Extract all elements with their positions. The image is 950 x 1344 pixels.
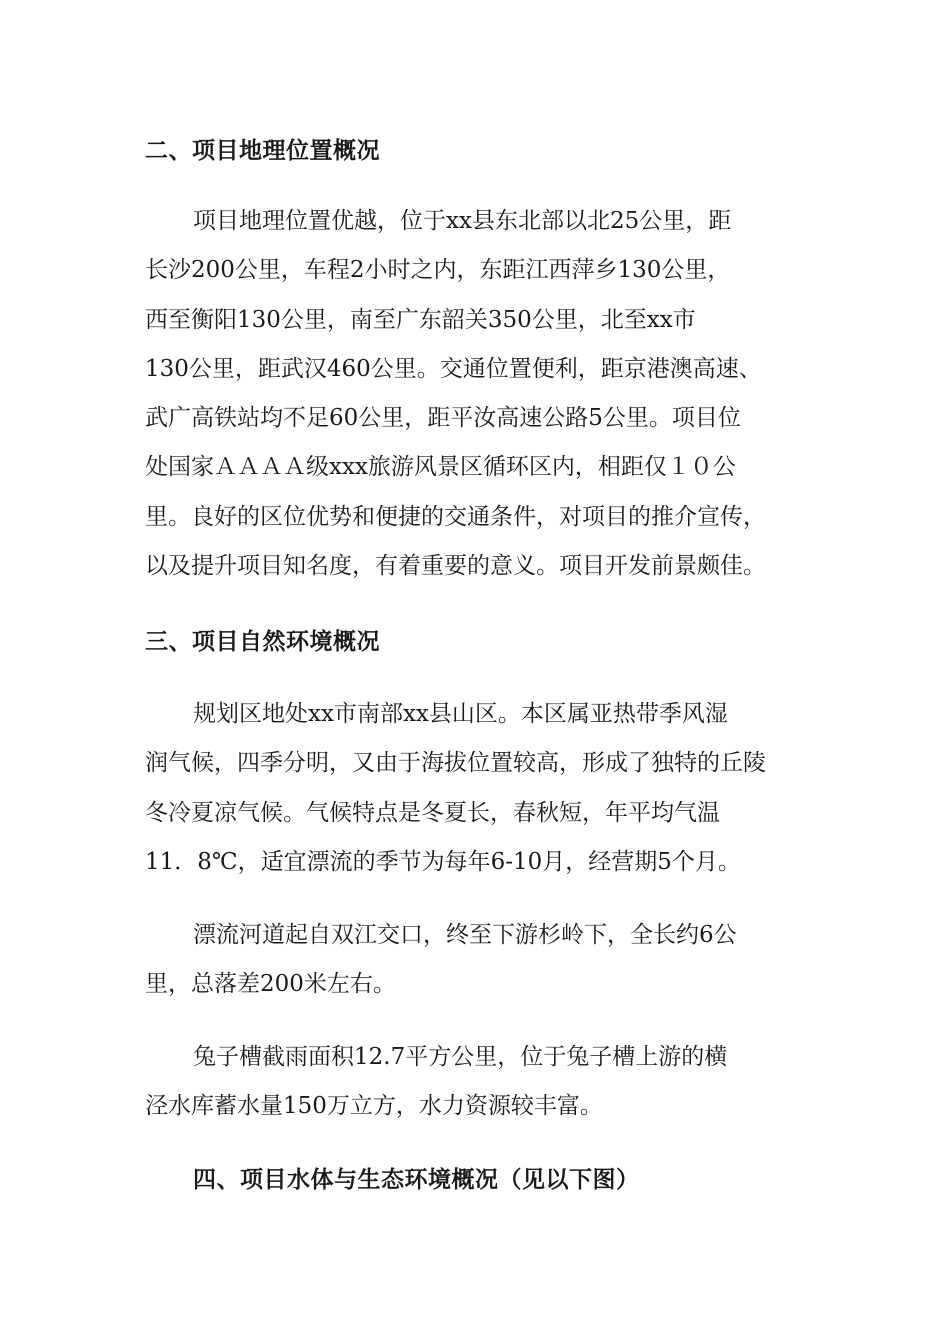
text-line: 润气候，四季分明，又由于海拔位置较高，形成了独特的丘陵 xyxy=(145,750,766,777)
text-line: 处国家ＡＡＡＡ级xxx旅游风景区循环区内，相距仅１０公 xyxy=(145,454,736,481)
text-line: 里，总落差200米左右。 xyxy=(145,971,396,998)
text-line: 规划区地处xx市南部xx县山区。本区属亚热带季风湿 xyxy=(193,701,728,727)
text-line: 11．8℃，适宜漂流的季节为每年6-10月，经营期5个月。 xyxy=(145,848,741,875)
text-line: 武广高铁站均不足60公里，距平汝高速公路5公里。项目位 xyxy=(145,405,741,432)
paragraph-river xyxy=(145,911,815,1010)
paragraph-reservoir xyxy=(145,1033,815,1132)
text-line: 以及提升项目知名度，有着重要的意义。项目开发前景颇佳。 xyxy=(145,553,766,580)
section-heading-geography: 二、项目地理位置概况 xyxy=(145,138,380,164)
text-line: 西至衡阳130公里，南至广东韶关350公里，北至xx市 xyxy=(145,306,696,333)
text-line: 兔子槽截雨面积12.7平方公里，位于兔子槽上游的横 xyxy=(193,1044,728,1070)
section-heading-water-ecology: 四、项目水体与生态环境概况（见以下图） xyxy=(193,1167,640,1193)
text-line: 泾水库蓄水量150万立方，水力资源较丰富。 xyxy=(145,1093,603,1120)
text-line: 长沙200公里，车程2小时之内，东距江西萍乡130公里， xyxy=(145,257,731,284)
text-line: 项目地理位置优越，位于xx县东北部以北25公里，距 xyxy=(193,208,732,234)
text-line: 漂流河道起自双江交口，终至下游杉岭下，全长约6公 xyxy=(193,922,737,948)
paragraph-geography xyxy=(145,197,815,591)
text-line: 130公里，距武汉460公里。交通位置便利，距京港澳高速、 xyxy=(145,355,762,382)
paragraph-climate xyxy=(145,690,815,887)
text-line: 冬冷夏凉气候。气候特点是冬夏长，春秋短，年平均气温 xyxy=(145,799,720,826)
text-line: 里。良好的区位优势和便捷的交通条件，对项目的推介宣传， xyxy=(145,503,766,530)
section-heading-nature: 三、项目自然环境概况 xyxy=(145,629,380,655)
